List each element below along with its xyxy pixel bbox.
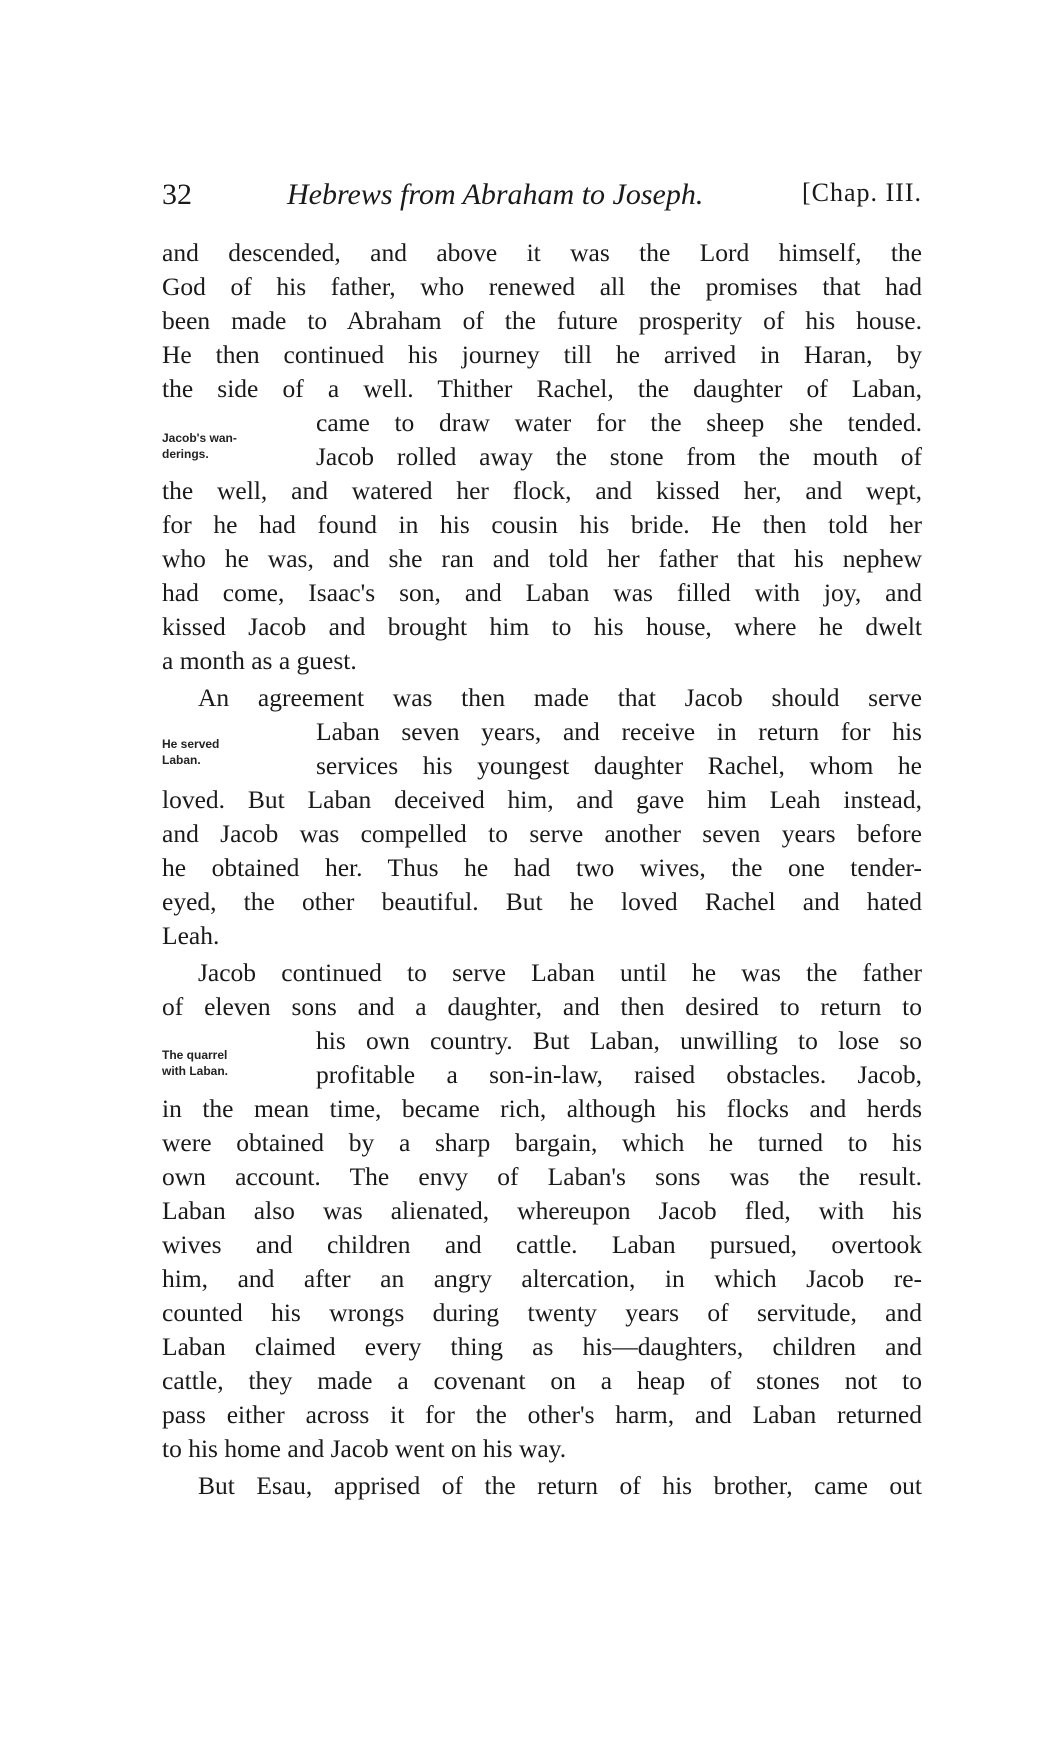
text-line: were obtained by a sharp bargain, which he turned to his xyxy=(162,1128,922,1157)
text-line: of eleven sons and a daughter, and then desired to return to xyxy=(162,992,922,1021)
text-line: who he was, and she ran and told her father that his nephew xyxy=(162,544,922,573)
text-line: But Esau, apprised of the return of his brother, came out xyxy=(198,1471,922,1500)
text-line: came to draw water for the sheep she tended. xyxy=(316,408,922,437)
text-line: Laban claimed every thing as his—daughters, children and xyxy=(162,1332,922,1361)
text-line: he obtained her. Thus he had two wives, the one tender- xyxy=(162,853,922,882)
margin-note-line: with Laban. xyxy=(162,1064,228,1078)
text-line: for he had found in his cousin his bride. He then told her xyxy=(162,510,922,539)
text-line: services his youngest daughter Rachel, whom he xyxy=(316,751,922,780)
text-line: and descended, and above it was the Lord himself, the xyxy=(162,238,922,267)
text-line: kissed Jacob and brought him to his house, where he dwelt xyxy=(162,612,922,641)
text-line: God of his father, who renewed all the promises that had xyxy=(162,272,922,301)
text-line: wives and children and cattle. Laban pursued, overtook xyxy=(162,1230,922,1259)
text-line: He then continued his journey till he arrived in Haran, by xyxy=(162,340,922,369)
text-line: had come, Isaac's son, and Laban was filled with joy, and xyxy=(162,578,922,607)
text-line: cattle, they made a covenant on a heap of stones not to xyxy=(162,1366,922,1395)
text-line: a month as a guest. xyxy=(162,646,357,675)
running-title: Hebrews from Abraham to Joseph. xyxy=(287,178,704,211)
margin-note-line: The quarrel xyxy=(162,1048,228,1062)
text-line: Laban also was alienated, whereupon Jacob fled, with his xyxy=(162,1196,922,1225)
text-line: him, and after an angry altercation, in which Jacob re- xyxy=(162,1264,922,1293)
text-line: eyed, the other beautiful. But he loved Rachel and hated xyxy=(162,887,922,916)
text-line: in the mean time, became rich, although his flocks and herds xyxy=(162,1094,922,1123)
running-head xyxy=(162,178,922,218)
text-line: Laban seven years, and receive in return for his xyxy=(316,717,922,746)
text-line: Leah. xyxy=(162,921,220,950)
text-line: and Jacob was compelled to serve another seven years before xyxy=(162,819,922,848)
margin-note-jacobs-wanderings xyxy=(162,430,237,462)
margin-note-line: He served xyxy=(162,737,220,751)
margin-note-line: derings. xyxy=(162,447,209,461)
text-line: Jacob continued to serve Laban until he was the father xyxy=(198,958,922,987)
text-line: profitable a son-in-law, raised obstacles. Jacob, xyxy=(316,1060,922,1089)
chapter-reference: [Chap. III. xyxy=(801,178,922,207)
margin-note-line: Laban. xyxy=(162,753,201,767)
text-line: his own country. But Laban, unwilling to lose so xyxy=(316,1026,922,1055)
text-line: the side of a well. Thither Rachel, the daughter of Laban, xyxy=(162,374,922,403)
text-line: Jacob rolled away the stone from the mouth of xyxy=(316,442,922,471)
text-line: An agreement was then made that Jacob should serve xyxy=(198,683,922,712)
page-number: 32 xyxy=(162,178,192,211)
text-line: to his home and Jacob went on his way. xyxy=(162,1434,567,1463)
text-line: been made to Abraham of the future prosperity of his house. xyxy=(162,306,922,335)
text-line: loved. But Laban deceived him, and gave him Leah instead, xyxy=(162,785,922,814)
text-line: the well, and watered her flock, and kissed her, and wept, xyxy=(162,476,922,505)
text-line: own account. The envy of Laban's sons was the result. xyxy=(162,1162,922,1191)
text-line: pass either across it for the other's harm, and Laban returned xyxy=(162,1400,922,1429)
margin-note-he-served-laban xyxy=(162,736,219,768)
text-line: counted his wrongs during twenty years of servitude, and xyxy=(162,1298,922,1327)
margin-note-quarrel-with-laban xyxy=(162,1047,228,1079)
margin-note-line: Jacob's wan- xyxy=(162,431,237,445)
